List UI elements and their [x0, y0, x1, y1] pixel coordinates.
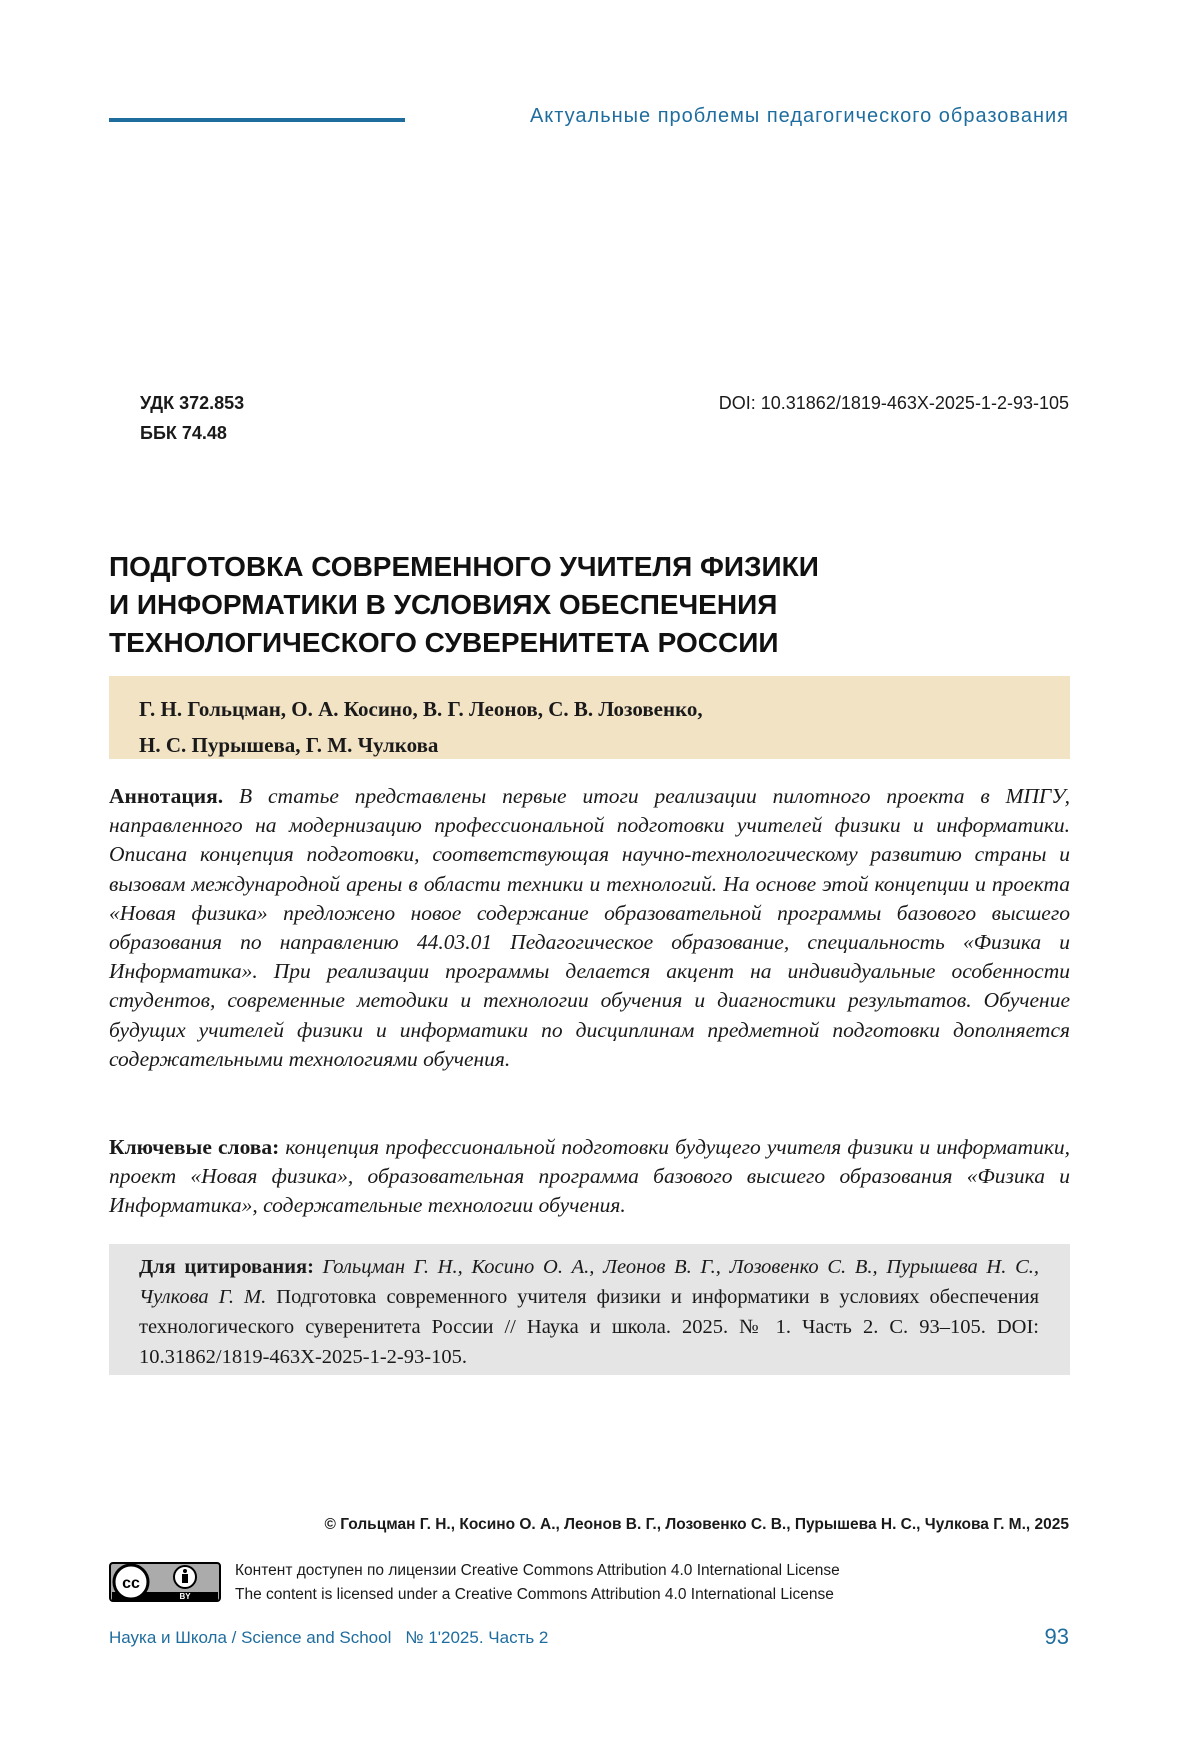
journal-issue: № 1'2025. Часть 2 — [405, 1628, 549, 1647]
citation-text: Подготовка современного учителя физики и информатики в условиях обеспечения технологического суверенитета России // Наука и школа. 2025. № 1. Часть 2. С. 93–105. DOI: 10.31862/1819-463X-2025-1-2-93-105. — [139, 1286, 1039, 1368]
journal-footer — [109, 1628, 548, 1648]
authors-line: Н. С. Пурышева, Г. М. Чулкова — [139, 733, 439, 757]
abstract-text: В статье представлены первые итоги реализации пилотного проекта в МПГУ, направленного на модернизацию профессиональной подготовки учителей физики и информатики. Описана концепция подготовки, соответствующая научно-технологическому развитию страны и вызовам международной арены в области техники и технологий. На основе этой концепции и проекта «Новая физика» предложено новое содержание образовательной программы базового высшего образования по направлению 44.03.01 Педагогическое образование, специальность «Физика и Информатика». При реализации программы делается акцент на индивидуальные особенности студентов, современные методики и технологии обучения и диагностики результатов. Обучение будущих учителей физики и информатики по дисциплинам предметной подготовки дополняется содержательными технологиями обучения. — [109, 784, 1070, 1071]
keywords-label: Ключевые слова: — [109, 1135, 280, 1159]
title-line: ПОДГОТОВКА СОВРЕМЕННОГО УЧИТЕЛЯ ФИЗИКИ — [109, 551, 819, 582]
license-text — [235, 1559, 840, 1607]
cc-badge-text: cc — [122, 1575, 140, 1592]
udk-code: УДК 372.853 — [140, 393, 245, 413]
authors-line: Г. Н. Гольцман, О. А. Косино, В. Г. Леонов, С. В. Лозовенко, — [139, 697, 703, 721]
bbk-code: ББК 74.48 — [140, 423, 227, 443]
citation-label: Для цитирования: — [139, 1256, 314, 1278]
by-badge-text: BY — [179, 1592, 191, 1601]
citation — [139, 1252, 1039, 1372]
license-line-en: The content is licensed under a Creative Commons Attribution 4.0 International License — [235, 1586, 834, 1603]
journal-name: Наука и Школа / Science and School — [109, 1628, 392, 1647]
abstract-label: Аннотация. — [109, 784, 224, 808]
authors-list — [139, 691, 1059, 763]
section-title: Актуальные проблемы педагогического образования — [529, 105, 1069, 127]
citation-authors: Гольцман Г. Н., Косино О. А., Леонов В. Г., Лозовенко С. В., Пурышева Н. С., Чулкова Г. М. — [139, 1256, 1039, 1308]
doi-identifier: DOI: 10.31862/1819-463X-2025-1-2-93-105 — [718, 393, 1069, 413]
header-rule — [109, 118, 405, 122]
keywords-text: концепция профессиональной подготовки будущего учителя физики и информатики, проект «Новая физика», образовательная программа базового высшего образования «Физика и Информатика», содержательные технологии обучения. — [109, 1135, 1071, 1218]
abstract — [109, 782, 1070, 1074]
keywords — [109, 1133, 1070, 1221]
article-title — [109, 548, 1009, 662]
page-number: 93 — [1044, 1624, 1069, 1649]
citation-panel — [109, 1244, 1070, 1375]
license-line-ru: Контент доступен по лицензии Creative Commons Attribution 4.0 International License — [235, 1562, 840, 1579]
title-line: ТЕХНОЛОГИЧЕСКОГО СУВЕРЕНИТЕТА РОССИИ — [109, 627, 779, 658]
copyright-notice: © Гольцман Г. Н., Косино О. А., Леонов В. Г., Лозовенко С. В., Пурышева Н. С., Чулкова Г. М., 2025 — [324, 1516, 1069, 1533]
cc-by-license-icon[interactable] — [109, 1562, 221, 1602]
title-line: И ИНФОРМАТИКИ В УСЛОВИЯХ ОБЕСПЕЧЕНИЯ — [109, 589, 778, 620]
authors-panel — [109, 676, 1070, 759]
